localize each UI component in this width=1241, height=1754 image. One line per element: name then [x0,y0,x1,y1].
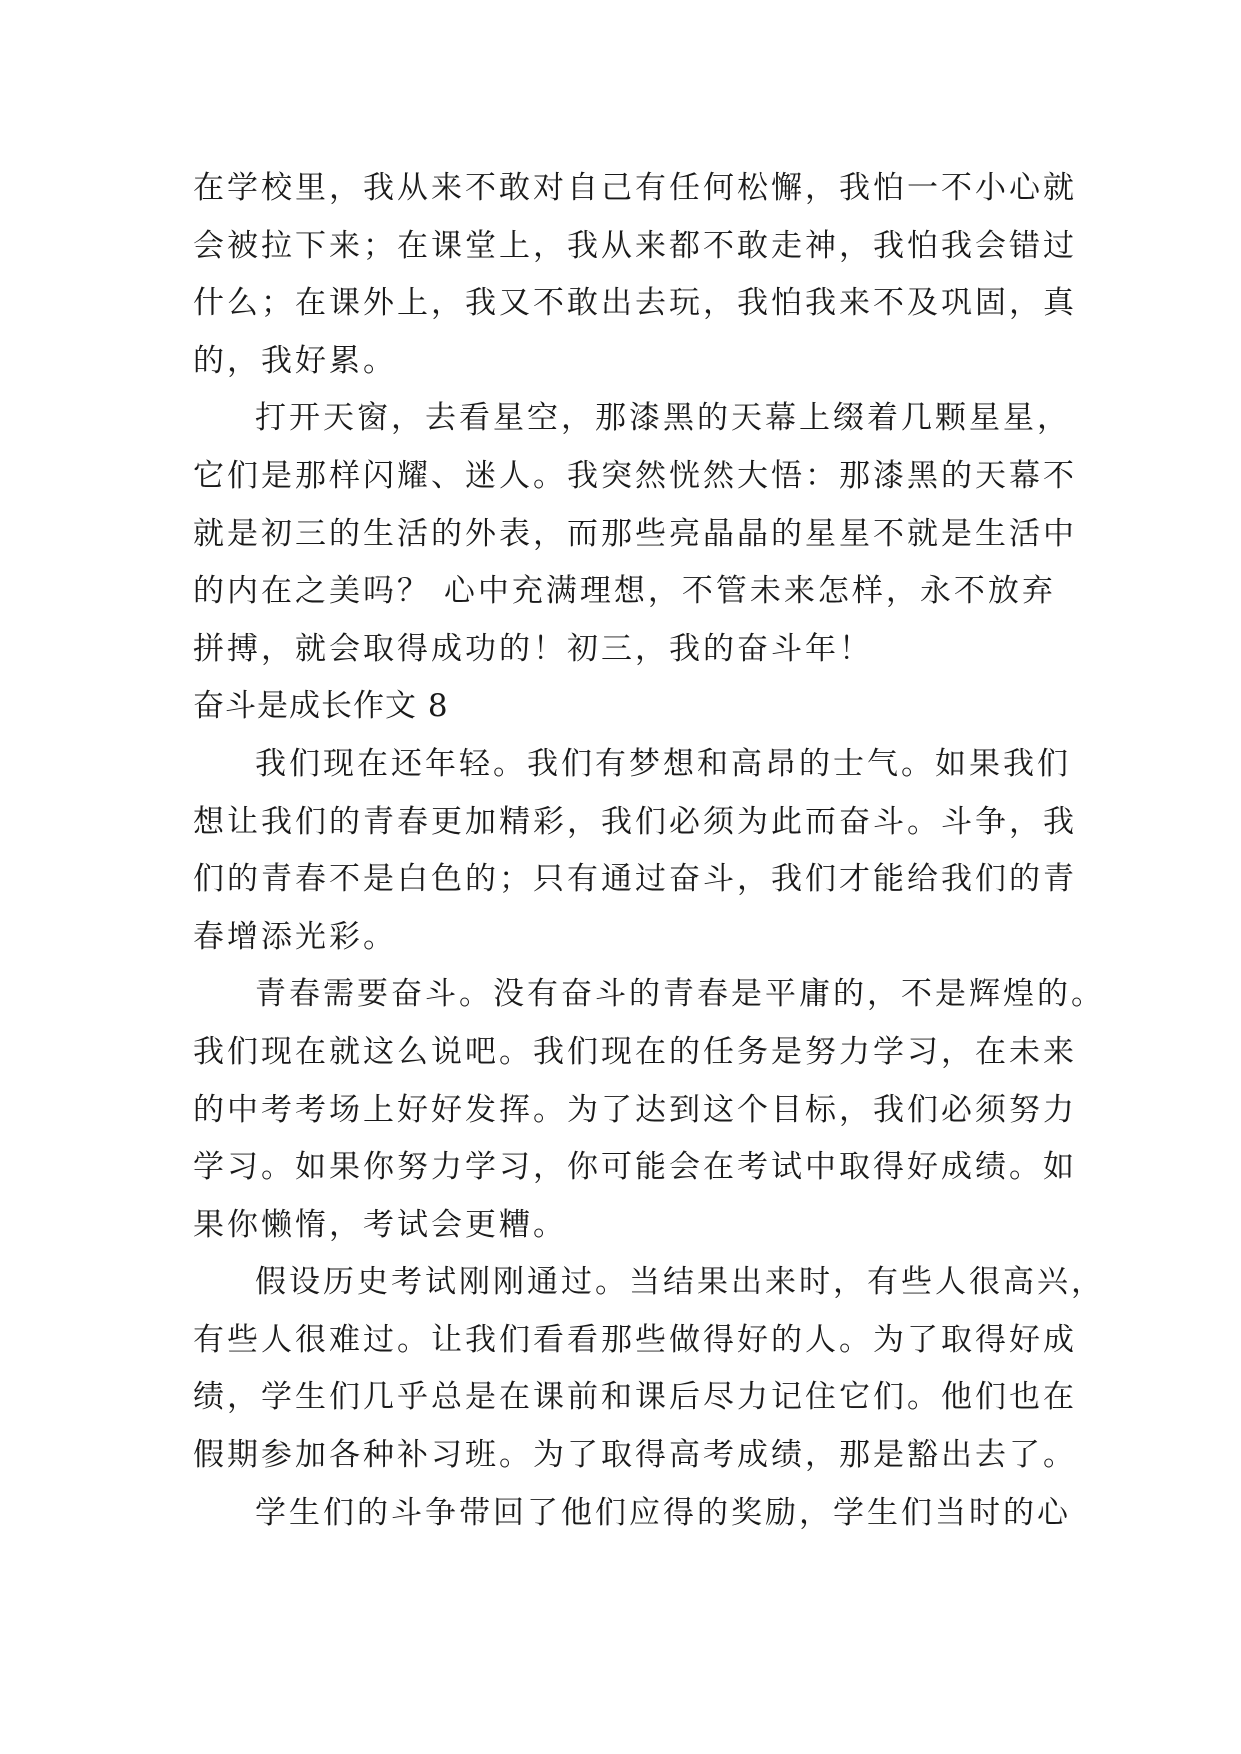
paragraph-line: 青春需要奋斗。没有奋斗的青春是平庸的，不是辉煌的。 [255,976,1105,1013]
paragraph-line: 有些人很难过。让我们看看那些做得好的人。为了取得好成 [193,1321,1077,1358]
paragraph-line: 想让我们的青春更加精彩，我们必须为此而奋斗。斗争，我 [193,803,1077,840]
paragraph-line: 打开天窗，去看星空，那漆黑的天幕上缀着几颗星星， [255,400,1071,437]
paragraph-line: 假期参加各种补习班。为了取得高考成绩，那是豁出去了。 [193,1437,1077,1474]
paragraph-line: 学习。如果你努力学习，你可能会在考试中取得好成绩。如 [193,1149,1077,1186]
section-title: 奋斗是成长作文 8 [193,688,449,725]
paragraph-line: 会被拉下来；在课堂上，我从来都不敢走神，我怕我会错过 [193,227,1077,264]
document-body [193,160,1105,1542]
paragraph-line: 假设历史考试刚刚通过。当结果出来时，有些人很高兴， [255,1264,1105,1301]
paragraph-line: 们的青春不是白色的；只有通过奋斗，我们才能给我们的青 [193,861,1077,898]
paragraph-line: 的中考考场上好好发挥。为了达到这个目标，我们必须努力 [193,1091,1077,1128]
paragraph-line: 它们是那样闪耀、迷人。我突然恍然大悟：那漆黑的天幕不 [193,457,1077,494]
paragraph-line: 就是初三的生活的外表，而那些亮晶晶的星星不就是生活中 [193,515,1077,552]
paragraph-line: 在学校里，我从来不敢对自己有任何松懈，我怕一不小心就 [193,170,1077,206]
paragraph-line: 的，我好累。 [193,342,397,379]
paragraph-line: 的内在之美吗？ 心中充满理想，不管未来怎样，永不放弃 [193,573,1056,610]
paragraph-line: 学生们的斗争带回了他们应得的奖励，学生们当时的心 [255,1494,1071,1531]
paragraph-line: 春增添光彩。 [193,918,397,955]
paragraph-line: 果你懒惰，考试会更糟。 [193,1206,567,1243]
paragraph-line: 什么；在课外上，我又不敢出去玩，我怕我来不及巩固，真 [193,285,1077,322]
paragraph-line: 我们现在还年轻。我们有梦想和高昂的士气。如果我们 [255,745,1071,782]
paragraph-line: 我们现在就这么说吧。我们现在的任务是努力学习，在未来 [193,1033,1077,1070]
paragraph-line: 绩，学生们几乎总是在课前和课后尽力记住它们。他们也在 [193,1379,1077,1416]
paragraph-line: 拼搏，就会取得成功的！初三，我的奋斗年！ [193,630,873,667]
